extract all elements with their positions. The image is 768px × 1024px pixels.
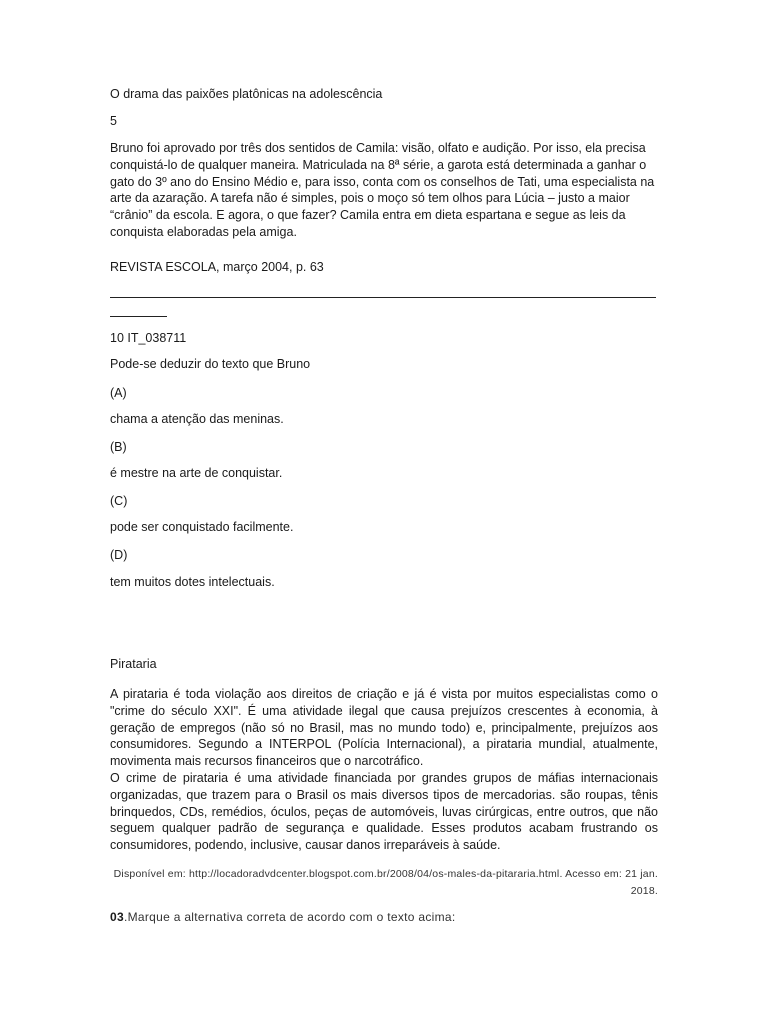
question-code: 10 IT_038711 [110,331,187,345]
question-stem: Pode-se deduzir do texto que Bruno [110,357,311,371]
pirataria-paragraph-2: O crime de pirataria é uma atividade financiada por grandes grupos de máfias internacionais organizadas, que trazem para o Brasil os mais diversos tipos de mercadorias. são roupas, tênis brinquedos, CDs, remédios, óculos, peças de automóveis, luvas cirúrgicas, entre outros, que não seguem qualquer padrão de segurança e qualidade. Esses produtos acabam frustrando os consumidores, podendo, inclusive, causar danos irreparáveis à saúde. [110,771,658,853]
separator-line [110,297,656,298]
option-d-letter: (D) [110,548,128,562]
option-a-text: chama a atenção das meninas. [110,412,284,426]
option-a-letter: (A) [110,386,127,400]
pirataria-paragraph-1: A pirataria é toda violação aos direitos de criação e já é vista por muitos especialistas como o "crime do século XXI". É uma atividade ilegal que causa prejuízos crescentes à economia, à geração de empregos (não só no Brasil, mas no mundo todo) e, principalmente, prejuízos aos consumidores. Segundo a INTERPOL (Polícia Internacional), a pirataria mundial, atualmente, movimenta mais recursos financeiros que o narcotráfico. [110,687,658,769]
question-03-stem: .Marque a alternativa correta de acordo com o texto acima: [123,910,456,924]
question-03 [110,910,456,924]
option-b-text: é mestre na arte de conquistar. [110,466,283,480]
separator-line-end [110,316,167,317]
option-c-text: pode ser conquistado facilmente. [110,520,294,534]
option-c-letter: (C) [110,494,128,508]
reading-source: REVISTA ESCOLA, março 2004, p. 63 [110,260,324,274]
question-03-number: 03 [110,910,124,924]
option-b-letter: (B) [110,440,127,454]
pirataria-title: Pirataria [110,657,157,671]
option-d-text: tem muitos dotes intelectuais. [110,575,275,589]
pirataria-source: Disponível em: http://locadoradvdcenter.blogspot.com.br/2008/04/os-males-da-pitararia.html. Acesso em: 21 jan. 2018. [113,868,658,897]
reading-number: 5 [110,114,117,128]
reading-title: O drama das paixões platônicas na adolescência [110,87,383,101]
reading-paragraph: Bruno foi aprovado por três dos sentidos de Camila: visão, olfato e audição. Por isso, ela precisa conquistá-lo de qualquer maneira. Matriculada na 8ª série, a garota está determinada a ganhar o gato do 3º ano do Ensino Médio e, para isso, conta com os conselhos de Tati, uma especialista na arte da azaração. A tarefa não é simples, pois o moço só tem olhos para Lúcia – justo a maior “crânio” da escola. E agora, o que fazer? Camila entra em dieta espartana e segue as leis da conquista elaboradas pela amiga. [110,141,655,239]
